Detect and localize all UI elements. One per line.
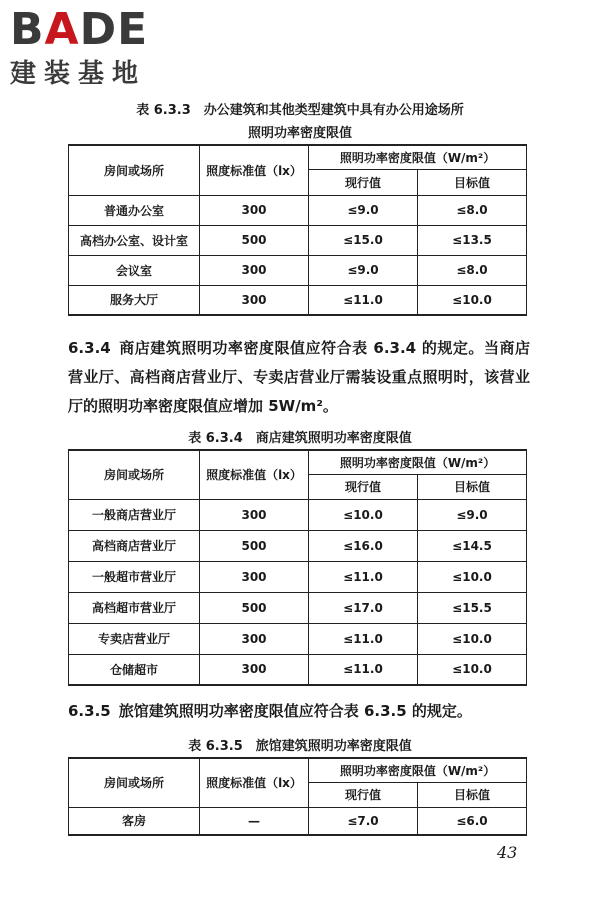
cell-current: ≤10.0: [309, 499, 418, 530]
cell-lux: —: [200, 807, 309, 835]
header-target: 目标值: [418, 474, 527, 499]
table-row: [69, 654, 527, 685]
logo-accent-letter: A: [44, 4, 80, 55]
cell-lux: 500: [200, 530, 309, 561]
header-lpd: 照明功率密度限值（W/m²）: [309, 450, 527, 474]
page-number: 43: [497, 843, 518, 862]
cell-current: ≤9.0: [309, 255, 418, 285]
cell-target: ≤9.0: [418, 499, 527, 530]
table-row: [69, 592, 527, 623]
cell-lux: 500: [200, 225, 309, 255]
cell-current: ≤17.0: [309, 592, 418, 623]
cell-room: 会议室: [69, 255, 200, 285]
logo-letter: B: [10, 4, 45, 55]
cell-room: 高档办公室、设计室: [69, 225, 200, 255]
cell-room: 普通办公室: [69, 195, 200, 225]
cell-current: ≤9.0: [309, 195, 418, 225]
cell-lux: 300: [200, 561, 309, 592]
cell-lux: 300: [200, 654, 309, 685]
cell-target: ≤10.0: [418, 623, 527, 654]
cell-target: ≤6.0: [418, 807, 527, 835]
cell-lux: 300: [200, 255, 309, 285]
header-target: 目标值: [418, 169, 527, 195]
table-row: [69, 285, 527, 315]
header-current: 现行值: [309, 474, 418, 499]
table-633: [68, 144, 527, 316]
clause-635: [68, 697, 530, 726]
header-lux: 照度标准值（lx）: [200, 758, 309, 807]
header-current: 现行值: [309, 782, 418, 807]
clause-text: 旅馆建筑照明功率密度限值应符合表 6.3.5 的规定。: [118, 702, 472, 720]
header-target: 目标值: [418, 782, 527, 807]
header-room: 房间或场所: [69, 450, 200, 499]
cell-target: ≤8.0: [418, 255, 527, 285]
clause-number: 6.3.4: [68, 339, 111, 357]
cell-current: ≤11.0: [309, 561, 418, 592]
cell-room: 高档超市营业厅: [69, 592, 200, 623]
cell-room: 专卖店营业厅: [69, 623, 200, 654]
table-row: [69, 530, 527, 561]
table-634: [68, 449, 527, 686]
table-row: [69, 807, 527, 835]
header-lpd: 照明功率密度限值（W/m²）: [309, 758, 527, 782]
table-634-caption: 表 6.3.4 商店建筑照明功率密度限值: [188, 431, 412, 446]
logo-brand: [10, 6, 148, 54]
cell-current: ≤7.0: [309, 807, 418, 835]
table-row: [69, 499, 527, 530]
logo-subtitle: 建装基地: [10, 59, 147, 89]
cell-room: 一般商店营业厅: [69, 499, 200, 530]
header-lux: 照度标准值（lx）: [200, 450, 309, 499]
cell-lux: 300: [200, 623, 309, 654]
table-633-caption-line1: 表 6.3.3 办公建筑和其他类型建筑中具有办公用途场所: [136, 103, 464, 118]
table-row: [69, 255, 527, 285]
cell-lux: 300: [200, 499, 309, 530]
header-current: 现行值: [309, 169, 418, 195]
clause-634: [68, 334, 530, 421]
header-lux: 照度标准值（lx）: [200, 145, 309, 195]
cell-current: ≤11.0: [309, 623, 418, 654]
logo-letters: DE: [79, 4, 149, 55]
cell-target: ≤14.5: [418, 530, 527, 561]
cell-target: ≤8.0: [418, 195, 527, 225]
header-room: 房间或场所: [69, 758, 200, 807]
cell-target: ≤13.5: [418, 225, 527, 255]
cell-current: ≤15.0: [309, 225, 418, 255]
cell-lux: 500: [200, 592, 309, 623]
header-room: 房间或场所: [69, 145, 200, 195]
cell-current: ≤11.0: [309, 654, 418, 685]
table-633-caption-line2: 照明功率密度限值: [247, 126, 352, 141]
cell-target: ≤10.0: [418, 285, 527, 315]
table-row: [69, 195, 527, 225]
header-lpd: 照明功率密度限值（W/m²）: [309, 145, 527, 169]
cell-room: 一般超市营业厅: [69, 561, 200, 592]
clause-number: 6.3.5: [68, 702, 111, 720]
table-635-caption: 表 6.3.5 旅馆建筑照明功率密度限值: [188, 739, 412, 754]
cell-target: ≤15.5: [418, 592, 527, 623]
table-row: [69, 623, 527, 654]
cell-room: 客房: [69, 807, 200, 835]
cell-room: 仓储超市: [69, 654, 200, 685]
cell-current: ≤11.0: [309, 285, 418, 315]
cell-target: ≤10.0: [418, 654, 527, 685]
cell-current: ≤16.0: [309, 530, 418, 561]
cell-target: ≤10.0: [418, 561, 527, 592]
clause-text: 商店建筑照明功率密度限值应符合表 6.3.4 的规定。当商店营业厅、高档商店营业厅、专卖店营业厅需装设重点照明时，该营业厅的照明功率密度限值应增加 5W/m²。: [68, 339, 530, 415]
table-635: [68, 757, 527, 836]
cell-room: 服务大厅: [69, 285, 200, 315]
table-row: [69, 225, 527, 255]
cell-lux: 300: [200, 195, 309, 225]
cell-lux: 300: [200, 285, 309, 315]
cell-room: 高档商店营业厅: [69, 530, 200, 561]
table-row: [69, 561, 527, 592]
bade-logo: [10, 6, 148, 90]
